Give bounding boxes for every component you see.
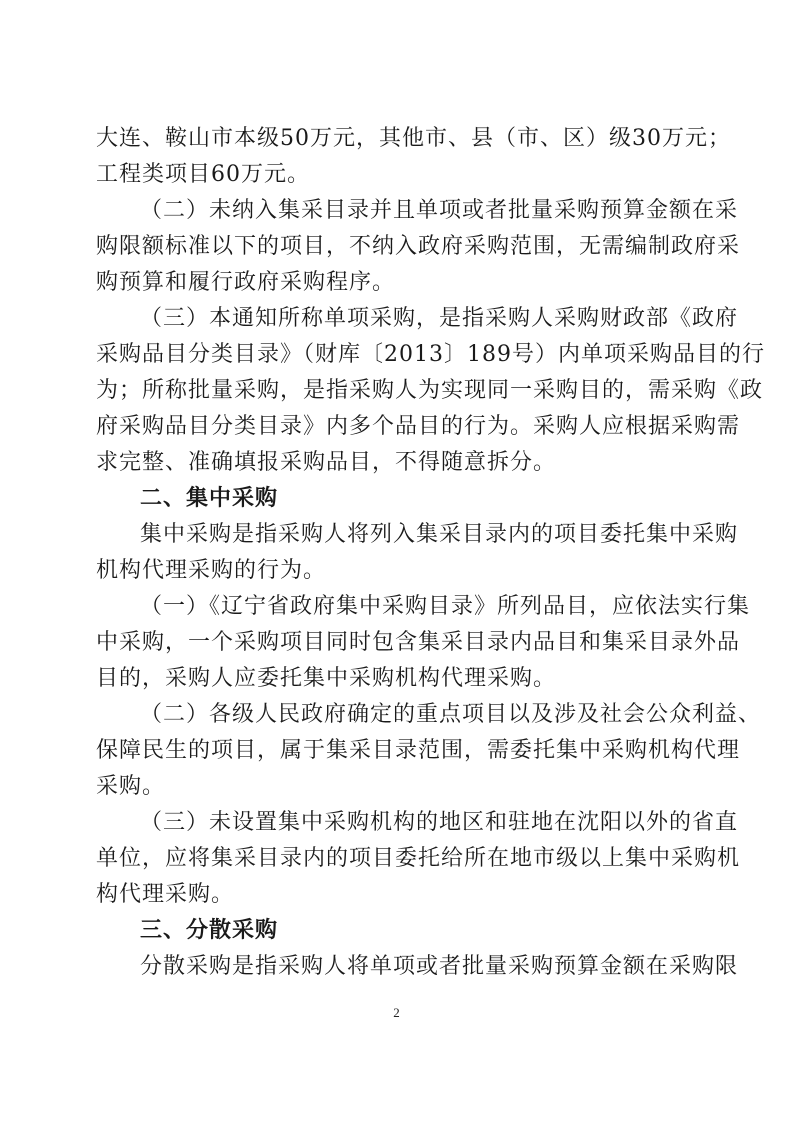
body-text-line: 单位，应将集采目录内的项目委托给所在地市级以上集中采购机: [96, 846, 741, 871]
body-text-line: 购预算和履行政府采购程序。: [96, 270, 396, 295]
body-text-line: 分散采购是指采购人将单项或者批量采购预算金额在采购限: [140, 954, 739, 979]
body-text-line: 构代理采购。: [96, 882, 235, 907]
body-text-line: 采购。: [96, 774, 166, 799]
body-text-line: 集中采购是指采购人将列入集采目录内的项目委托集中采购: [140, 522, 739, 547]
body-text-line: 为；所称批量采购，是指采购人为实现同一采购目的，需采购《政: [96, 378, 764, 403]
body-text-line: 工程类项目60万元。: [96, 162, 310, 187]
body-text-line: （一）《辽宁省政府集中采购目录》所列品目，应依法实行集: [140, 594, 751, 619]
body-text-line: 目的，采购人应委托集中采购机构代理采购。: [96, 666, 557, 691]
section-heading: 二、集中采购: [140, 486, 279, 511]
body-text-line: （二）各级人民政府确定的重点项目以及涉及社会公众利益、: [140, 702, 762, 727]
body-text-line: 购限额标准以下的项目，不纳入政府采购范围，无需编制政府采: [96, 234, 741, 259]
body-text-line: （三）未设置集中采购机构的地区和驻地在沈阳以外的省直: [140, 810, 739, 835]
body-text-line: 机构代理采购的行为。: [96, 558, 327, 583]
body-text-line: 采购品目分类目录》（财库〔2013〕189号）内单项采购品目的行: [96, 342, 765, 367]
page-number: 2: [393, 1005, 400, 1020]
body-text-line: 求完整、准确填报采购品目，不得随意拆分。: [96, 450, 557, 475]
body-text-line: （二）未纳入集采目录并且单项或者批量采购预算金额在采: [140, 198, 739, 223]
body-text-line: 保障民生的项目，属于集采目录范围，需委托集中采购机构代理: [96, 738, 741, 763]
body-text-line: 大连、鞍山市本级50万元，其他市、县（市、区）级30万元；: [96, 126, 731, 151]
section-heading: 三、分散采购: [140, 918, 279, 943]
body-text-line: （三）本通知所称单项采购，是指采购人采购财政部《政府: [140, 306, 739, 331]
body-text-line: 府采购品目分类目录》内多个品目的行为。采购人应根据采购需: [96, 414, 741, 439]
body-text-line: 中采购，一个采购项目同时包含集采目录内品目和集采目录外品: [96, 630, 741, 655]
